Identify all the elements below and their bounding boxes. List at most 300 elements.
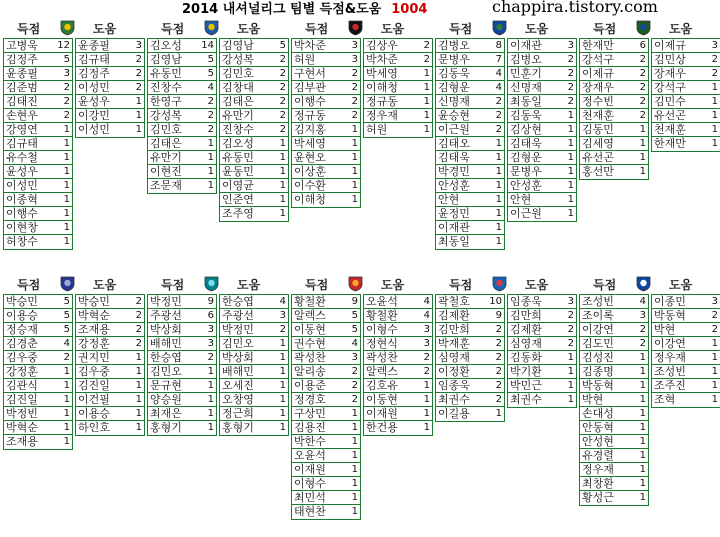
player-name: 이성민 bbox=[78, 123, 110, 136]
player-count: 2 bbox=[567, 310, 574, 321]
player-count: 1 bbox=[351, 506, 358, 517]
team-block bbox=[3, 274, 146, 448]
player-name: 천재훈 bbox=[654, 123, 686, 136]
scorer-row bbox=[436, 81, 504, 95]
assister-row bbox=[220, 109, 288, 123]
player-count: 9 bbox=[495, 310, 502, 321]
player-count: 2 bbox=[63, 110, 70, 121]
player-name: 오윤석 bbox=[366, 295, 398, 308]
assisters-list bbox=[651, 38, 720, 152]
player-name: 김민호 bbox=[150, 123, 182, 136]
scorer-row bbox=[580, 421, 648, 435]
player-name: 박상회 bbox=[150, 323, 182, 336]
player-name: 유수철 bbox=[6, 151, 38, 164]
team-emblem-icon bbox=[491, 275, 508, 292]
scorers-list bbox=[291, 294, 361, 520]
player-count: 2 bbox=[495, 366, 502, 377]
scorer-row bbox=[580, 407, 648, 421]
goals-header: 득점 bbox=[305, 278, 329, 292]
player-name: 이정환 bbox=[438, 365, 470, 378]
player-count: 1 bbox=[639, 436, 646, 447]
player-name: 박한수 bbox=[294, 435, 326, 448]
assister-row bbox=[76, 67, 144, 81]
scorer-row bbox=[292, 53, 360, 67]
player-name: 김창대 bbox=[222, 81, 254, 94]
player-count: 3 bbox=[351, 352, 358, 363]
player-count: 1 bbox=[639, 408, 646, 419]
assister-row bbox=[364, 393, 432, 407]
player-name: 문병우 bbox=[510, 165, 542, 178]
player-count: 1 bbox=[279, 380, 286, 391]
player-name: 윤성우 bbox=[78, 95, 110, 108]
player-count: 1 bbox=[423, 96, 430, 107]
goals-header: 득점 bbox=[449, 278, 473, 292]
player-name: 강석구 bbox=[582, 53, 614, 66]
scorer-row bbox=[580, 365, 648, 379]
scorer-row bbox=[148, 365, 216, 379]
player-name: 김민오 bbox=[222, 337, 254, 350]
player-name: 조재용 bbox=[78, 323, 110, 336]
player-name: 윤승현 bbox=[438, 109, 470, 122]
player-count: 14 bbox=[201, 40, 214, 51]
scorer-row bbox=[4, 421, 72, 435]
goals-header: 득점 bbox=[449, 22, 473, 36]
player-name: 곽성찬 bbox=[366, 351, 398, 364]
player-count: 1 bbox=[279, 152, 286, 163]
player-name: 정승재 bbox=[6, 323, 38, 336]
assister-row bbox=[364, 53, 432, 67]
player-count: 1 bbox=[567, 180, 574, 191]
player-count: 2 bbox=[711, 68, 718, 79]
player-name: 이동현 bbox=[366, 393, 398, 406]
player-name: 박승민 bbox=[78, 295, 110, 308]
player-name: 김형운 bbox=[438, 81, 470, 94]
player-name: 윤종필 bbox=[78, 39, 110, 52]
player-name: 유선곤 bbox=[582, 151, 614, 164]
assister-row bbox=[364, 407, 432, 421]
scorer-row bbox=[148, 309, 216, 323]
player-name: 김관식 bbox=[6, 379, 38, 392]
scorer-row bbox=[580, 477, 648, 491]
scorer-row bbox=[436, 323, 504, 337]
player-count: 1 bbox=[711, 338, 718, 349]
player-count: 2 bbox=[711, 324, 718, 335]
player-count: 2 bbox=[351, 96, 358, 107]
player-count: 3 bbox=[711, 40, 718, 51]
player-name: 김상현 bbox=[510, 123, 542, 136]
assister-row bbox=[364, 67, 432, 81]
player-name: 황철환 bbox=[294, 295, 326, 308]
scorer-row bbox=[436, 193, 504, 207]
scorer-row bbox=[292, 109, 360, 123]
player-name: 김동민 bbox=[582, 123, 614, 136]
player-count: 1 bbox=[135, 422, 142, 433]
scorer-row bbox=[292, 477, 360, 491]
player-name: 김동욱 bbox=[510, 109, 542, 122]
goals-header: 득점 bbox=[593, 278, 617, 292]
player-count: 1 bbox=[423, 110, 430, 121]
player-count: 1 bbox=[495, 152, 502, 163]
scorers-list bbox=[579, 38, 649, 180]
scorer-row bbox=[148, 421, 216, 435]
assister-row bbox=[76, 323, 144, 337]
player-count: 1 bbox=[279, 180, 286, 191]
scorer-row bbox=[436, 393, 504, 407]
player-name: 박승민 bbox=[6, 295, 38, 308]
scorer-row bbox=[4, 309, 72, 323]
assister-row bbox=[508, 193, 576, 207]
player-count: 7 bbox=[495, 54, 502, 65]
assister-row bbox=[220, 365, 288, 379]
player-name: 최창환 bbox=[582, 477, 614, 490]
scorer-row bbox=[436, 179, 504, 193]
player-name: 이용준 bbox=[294, 379, 326, 392]
player-name: 강성복 bbox=[222, 53, 254, 66]
player-name: 박민근 bbox=[510, 379, 542, 392]
player-count: 2 bbox=[135, 338, 142, 349]
player-name: 이재원 bbox=[294, 463, 326, 476]
player-count: 2 bbox=[279, 82, 286, 93]
player-count: 1 bbox=[639, 422, 646, 433]
scorer-row bbox=[148, 351, 216, 365]
scorer-row bbox=[4, 53, 72, 67]
player-count: 1 bbox=[351, 408, 358, 419]
player-count: 2 bbox=[351, 110, 358, 121]
player-name: 심영재 bbox=[510, 337, 542, 350]
player-count: 1 bbox=[711, 380, 718, 391]
player-count: 3 bbox=[207, 324, 214, 335]
player-count: 1 bbox=[63, 422, 70, 433]
goals-header: 득점 bbox=[161, 22, 185, 36]
assister-row bbox=[76, 81, 144, 95]
scorer-row bbox=[436, 151, 504, 165]
player-name: 홍형기 bbox=[222, 421, 254, 434]
player-count: 1 bbox=[135, 394, 142, 405]
scorer-row bbox=[580, 393, 648, 407]
player-count: 1 bbox=[279, 138, 286, 149]
player-name: 조주영 bbox=[222, 207, 254, 220]
goals-header: 득점 bbox=[593, 22, 617, 36]
scorer-row bbox=[580, 351, 648, 365]
assists-header: 도움 bbox=[237, 278, 261, 292]
scorer-row bbox=[292, 67, 360, 81]
player-count: 2 bbox=[423, 54, 430, 65]
player-name: 이제규 bbox=[654, 39, 686, 52]
assister-row bbox=[652, 337, 720, 351]
player-count: 1 bbox=[207, 422, 214, 433]
player-name: 김동욱 bbox=[438, 67, 470, 80]
player-count: 2 bbox=[279, 324, 286, 335]
player-count: 1 bbox=[63, 408, 70, 419]
scorer-row bbox=[436, 379, 504, 393]
player-name: 주광선 bbox=[222, 309, 254, 322]
player-name: 황성근 bbox=[582, 491, 614, 504]
player-count: 2 bbox=[495, 352, 502, 363]
player-count: 1 bbox=[279, 352, 286, 363]
assists-header: 도움 bbox=[669, 22, 693, 36]
assister-row bbox=[508, 123, 576, 137]
player-name: 김태진 bbox=[6, 95, 38, 108]
player-count: 2 bbox=[351, 68, 358, 79]
assister-row bbox=[76, 95, 144, 109]
player-name: 홍선만 bbox=[582, 165, 614, 178]
player-name: 이강민 bbox=[78, 109, 110, 122]
scorer-row bbox=[4, 221, 72, 235]
scorer-row bbox=[292, 193, 360, 207]
player-count: 4 bbox=[423, 310, 430, 321]
assists-header: 도움 bbox=[669, 278, 693, 292]
team-emblem-icon bbox=[59, 275, 76, 292]
scorer-row bbox=[292, 151, 360, 165]
scorer-row bbox=[4, 95, 72, 109]
player-name: 정우재 bbox=[654, 351, 686, 364]
player-count: 1 bbox=[567, 394, 574, 405]
player-name: 이해청 bbox=[294, 193, 326, 206]
player-count: 1 bbox=[351, 478, 358, 489]
player-count: 2 bbox=[567, 324, 574, 335]
team-header bbox=[291, 18, 434, 38]
player-count: 5 bbox=[207, 68, 214, 79]
assister-row bbox=[652, 393, 720, 407]
scorer-row bbox=[436, 137, 504, 151]
assists-header: 도움 bbox=[381, 278, 405, 292]
scorer-row bbox=[4, 295, 72, 309]
player-count: 2 bbox=[63, 96, 70, 107]
player-name: 윤종필 bbox=[6, 67, 38, 80]
player-count: 2 bbox=[711, 310, 718, 321]
player-count: 1 bbox=[567, 352, 574, 363]
player-count: 1 bbox=[207, 138, 214, 149]
player-name: 김동화 bbox=[510, 351, 542, 364]
player-name: 조재용 bbox=[6, 435, 38, 448]
player-name: 안성훈 bbox=[510, 179, 542, 192]
scorers-list bbox=[579, 294, 649, 506]
scorer-row bbox=[292, 421, 360, 435]
player-name: 안성현 bbox=[582, 435, 614, 448]
player-count: 2 bbox=[207, 110, 214, 121]
player-count: 2 bbox=[351, 394, 358, 405]
player-name: 최민석 bbox=[294, 491, 326, 504]
page-title bbox=[182, 0, 427, 20]
player-count: 1 bbox=[495, 208, 502, 219]
team-header bbox=[435, 18, 578, 38]
player-name: 한건용 bbox=[366, 421, 398, 434]
player-count: 1 bbox=[567, 110, 574, 121]
player-name: 이용승 bbox=[6, 309, 38, 322]
assister-row bbox=[220, 123, 288, 137]
player-count: 1 bbox=[207, 366, 214, 377]
assisters-list bbox=[507, 294, 577, 408]
scorer-row bbox=[148, 379, 216, 393]
player-name: 하인호 bbox=[78, 421, 110, 434]
player-name: 김우중 bbox=[78, 365, 110, 378]
player-count: 1 bbox=[423, 422, 430, 433]
team-header bbox=[147, 18, 290, 38]
player-name: 허창수 bbox=[6, 235, 38, 248]
player-count: 3 bbox=[423, 338, 430, 349]
player-name: 박동혁 bbox=[582, 379, 614, 392]
scorer-row bbox=[292, 137, 360, 151]
player-count: 2 bbox=[207, 96, 214, 107]
assisters-list bbox=[507, 38, 577, 222]
player-count: 1 bbox=[351, 124, 358, 135]
player-name: 신명재 bbox=[510, 81, 542, 94]
player-name: 김용진 bbox=[294, 421, 326, 434]
player-count: 5 bbox=[63, 54, 70, 65]
scorers-list bbox=[435, 294, 505, 422]
player-name: 김민호 bbox=[222, 67, 254, 80]
player-count: 5 bbox=[63, 296, 70, 307]
player-count: 2 bbox=[639, 110, 646, 121]
player-count: 2 bbox=[495, 124, 502, 135]
site-url: chappira.tistory.com bbox=[492, 0, 658, 16]
player-count: 1 bbox=[639, 492, 646, 503]
player-name: 권수현 bbox=[294, 337, 326, 350]
player-count: 1 bbox=[279, 194, 286, 205]
assister-row bbox=[508, 137, 576, 151]
player-name: 양승원 bbox=[150, 393, 182, 406]
assists-header: 도움 bbox=[525, 22, 549, 36]
player-name: 이근원 bbox=[438, 123, 470, 136]
player-name: 장재우 bbox=[582, 81, 614, 94]
player-count: 1 bbox=[567, 124, 574, 135]
scorers-list bbox=[147, 294, 217, 436]
player-name: 이강연 bbox=[654, 337, 686, 350]
assister-row bbox=[220, 95, 288, 109]
assister-row bbox=[364, 421, 432, 435]
assisters-list bbox=[651, 294, 720, 408]
team-emblem-icon bbox=[203, 19, 220, 36]
player-count: 1 bbox=[351, 436, 358, 447]
player-count: 3 bbox=[279, 310, 286, 321]
assisters-list bbox=[219, 38, 289, 222]
assister-row bbox=[652, 137, 720, 151]
player-name: 윤성우 bbox=[6, 165, 38, 178]
player-name: 이건필 bbox=[78, 393, 110, 406]
scorer-row bbox=[292, 337, 360, 351]
round-label: 1004 bbox=[391, 2, 428, 17]
assister-row bbox=[220, 179, 288, 193]
player-name: 오윤석 bbox=[294, 449, 326, 462]
player-name: 이제규 bbox=[582, 67, 614, 80]
scorer-row bbox=[148, 95, 216, 109]
assister-row bbox=[364, 95, 432, 109]
player-count: 2 bbox=[639, 82, 646, 93]
player-count: 1 bbox=[639, 464, 646, 475]
player-count: 2 bbox=[63, 82, 70, 93]
player-name: 인준연 bbox=[222, 193, 254, 206]
scorer-row bbox=[292, 505, 360, 519]
player-count: 2 bbox=[207, 124, 214, 135]
scorer-row bbox=[436, 109, 504, 123]
assister-row bbox=[652, 323, 720, 337]
scorer-row bbox=[436, 221, 504, 235]
assister-row bbox=[508, 393, 576, 407]
scorer-row bbox=[4, 379, 72, 393]
assister-row bbox=[364, 337, 432, 351]
assisters-list bbox=[75, 38, 145, 138]
scorer-row bbox=[292, 123, 360, 137]
player-name: 한영구 bbox=[150, 95, 182, 108]
assister-row bbox=[220, 39, 288, 53]
assister-row bbox=[652, 365, 720, 379]
player-count: 1 bbox=[423, 82, 430, 93]
player-count: 9 bbox=[207, 296, 214, 307]
player-count: 2 bbox=[495, 394, 502, 405]
scorer-row bbox=[4, 39, 72, 53]
assister-row bbox=[364, 365, 432, 379]
player-count: 2 bbox=[279, 96, 286, 107]
assister-row bbox=[220, 295, 288, 309]
player-name: 김지홍 bbox=[294, 123, 326, 136]
team-emblem-icon bbox=[347, 275, 364, 292]
scorer-row bbox=[580, 295, 648, 309]
player-count: 5 bbox=[207, 54, 214, 65]
player-name: 조성빈 bbox=[582, 295, 614, 308]
assister-row bbox=[220, 165, 288, 179]
player-name: 강성복 bbox=[150, 109, 182, 122]
player-count: 1 bbox=[63, 436, 70, 447]
player-count: 1 bbox=[495, 236, 502, 247]
scorer-row bbox=[292, 435, 360, 449]
player-count: 4 bbox=[495, 82, 502, 93]
player-count: 1 bbox=[639, 380, 646, 391]
player-count: 1 bbox=[567, 366, 574, 377]
player-name: 강석구 bbox=[654, 81, 686, 94]
player-name: 김만희 bbox=[438, 323, 470, 336]
player-count: 1 bbox=[279, 338, 286, 349]
player-count: 1 bbox=[639, 366, 646, 377]
player-count: 3 bbox=[351, 40, 358, 51]
player-name: 배해민 bbox=[222, 365, 254, 378]
player-count: 1 bbox=[567, 152, 574, 163]
team-block bbox=[291, 274, 434, 518]
assister-row bbox=[508, 151, 576, 165]
player-count: 1 bbox=[63, 208, 70, 219]
player-name: 김제환 bbox=[438, 309, 470, 322]
assister-row bbox=[508, 309, 576, 323]
player-name: 진창수 bbox=[222, 123, 254, 136]
assister-row bbox=[508, 379, 576, 393]
assister-row bbox=[220, 207, 288, 221]
scorer-row bbox=[292, 309, 360, 323]
player-count: 2 bbox=[639, 68, 646, 79]
player-count: 1 bbox=[567, 194, 574, 205]
player-count: 1 bbox=[495, 222, 502, 233]
scorer-row bbox=[292, 81, 360, 95]
player-name: 유동민 bbox=[150, 67, 182, 80]
player-count: 1 bbox=[279, 366, 286, 377]
player-name: 강정훈 bbox=[78, 337, 110, 350]
player-name: 김정주 bbox=[6, 53, 38, 66]
assister-row bbox=[508, 109, 576, 123]
scorer-row bbox=[292, 491, 360, 505]
player-name: 오창영 bbox=[222, 393, 254, 406]
scorer-row bbox=[436, 67, 504, 81]
player-count: 1 bbox=[63, 366, 70, 377]
player-count: 2 bbox=[63, 352, 70, 363]
scorer-row bbox=[580, 463, 648, 477]
player-name: 한승엽 bbox=[150, 351, 182, 364]
player-name: 이해청 bbox=[366, 81, 398, 94]
player-count: 1 bbox=[495, 166, 502, 177]
player-count: 4 bbox=[279, 296, 286, 307]
player-count: 2 bbox=[279, 68, 286, 79]
team-header bbox=[3, 18, 146, 38]
team-header bbox=[435, 274, 578, 294]
player-name: 구현서 bbox=[294, 67, 326, 80]
scorer-row bbox=[580, 137, 648, 151]
